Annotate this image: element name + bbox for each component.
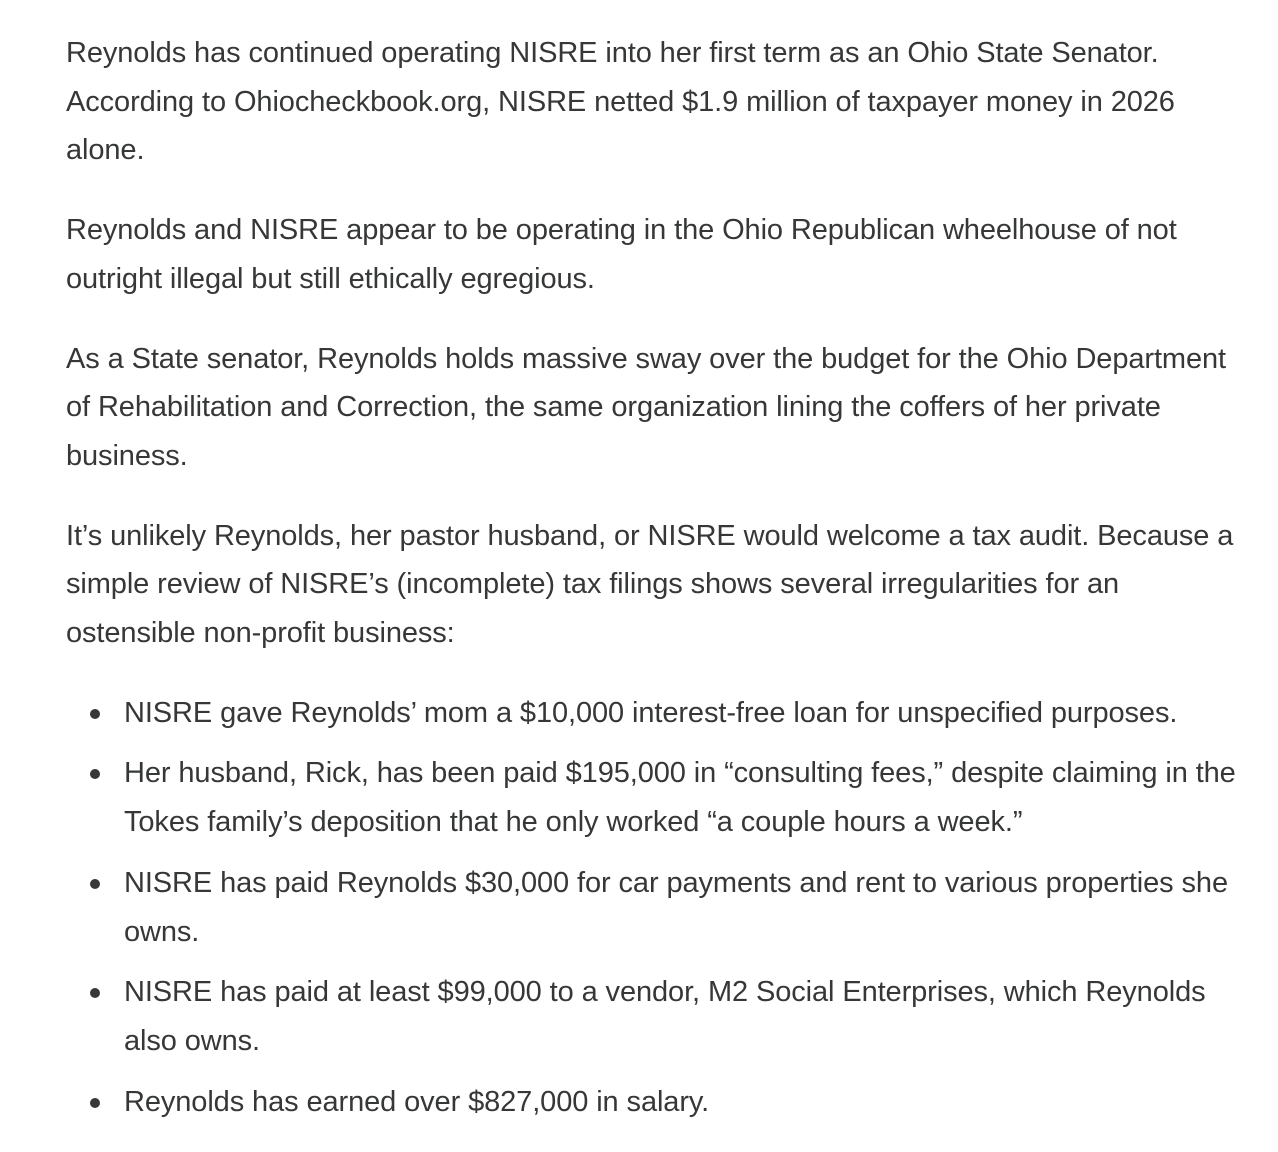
- list-item-text: NISRE gave Reynolds’ mom a $10,000 interest-free loan for unspecified purposes.: [124, 696, 1178, 729]
- paragraph: Reynolds and NISRE appear to be operating in the Ohio Republican wheelhouse of not outright illegal but still ethically egregious.: [66, 214, 1177, 295]
- list-item: [66, 859, 1238, 956]
- bullet-icon: [90, 769, 100, 779]
- bullet-icon: [90, 988, 100, 998]
- paragraph: Reynolds has continued operating NISRE into her first term as an Ohio State Senator. According to Ohiocheckbook.org, NISRE netted $1.9 million of taxpayer money in 2026 alone.: [66, 37, 1175, 167]
- list-item: [66, 968, 1238, 1065]
- article-body: [66, 29, 1238, 1138]
- bullet-icon: [90, 709, 100, 719]
- paragraph: As a State senator, Reynolds holds massive sway over the budget for the Ohio Department of Rehabilitation and Correction, the same organization lining the coffers of her private business.: [66, 342, 1226, 472]
- bullet-icon: [90, 879, 100, 889]
- list-item-text: Her husband, Rick, has been paid $195,000 in “consulting fees,” despite claiming in the Tokes family’s deposition that he only worked “a couple hours a week.”: [124, 757, 1236, 839]
- list-item-text: NISRE has paid Reynolds $30,000 for car payments and rent to various properties she owns.: [124, 866, 1228, 948]
- bullet-list: [66, 689, 1238, 1127]
- list-item: [66, 1078, 1238, 1127]
- list-item: [66, 749, 1238, 846]
- list-item: [66, 689, 1238, 738]
- paragraph: It’s unlikely Reynolds, her pastor husband, or NISRE would welcome a tax audit. Because a simple review of NISRE’s (incomplete) tax filings shows several irregularities for an ostensible non-profit business:: [66, 519, 1234, 650]
- list-item-text: NISRE has paid at least $99,000 to a vendor, M2 Social Enterprises, which Reynolds also owns.: [124, 976, 1206, 1057]
- bullet-icon: [90, 1098, 100, 1108]
- list-item-text: Reynolds has earned over $827,000 in salary.: [124, 1085, 710, 1118]
